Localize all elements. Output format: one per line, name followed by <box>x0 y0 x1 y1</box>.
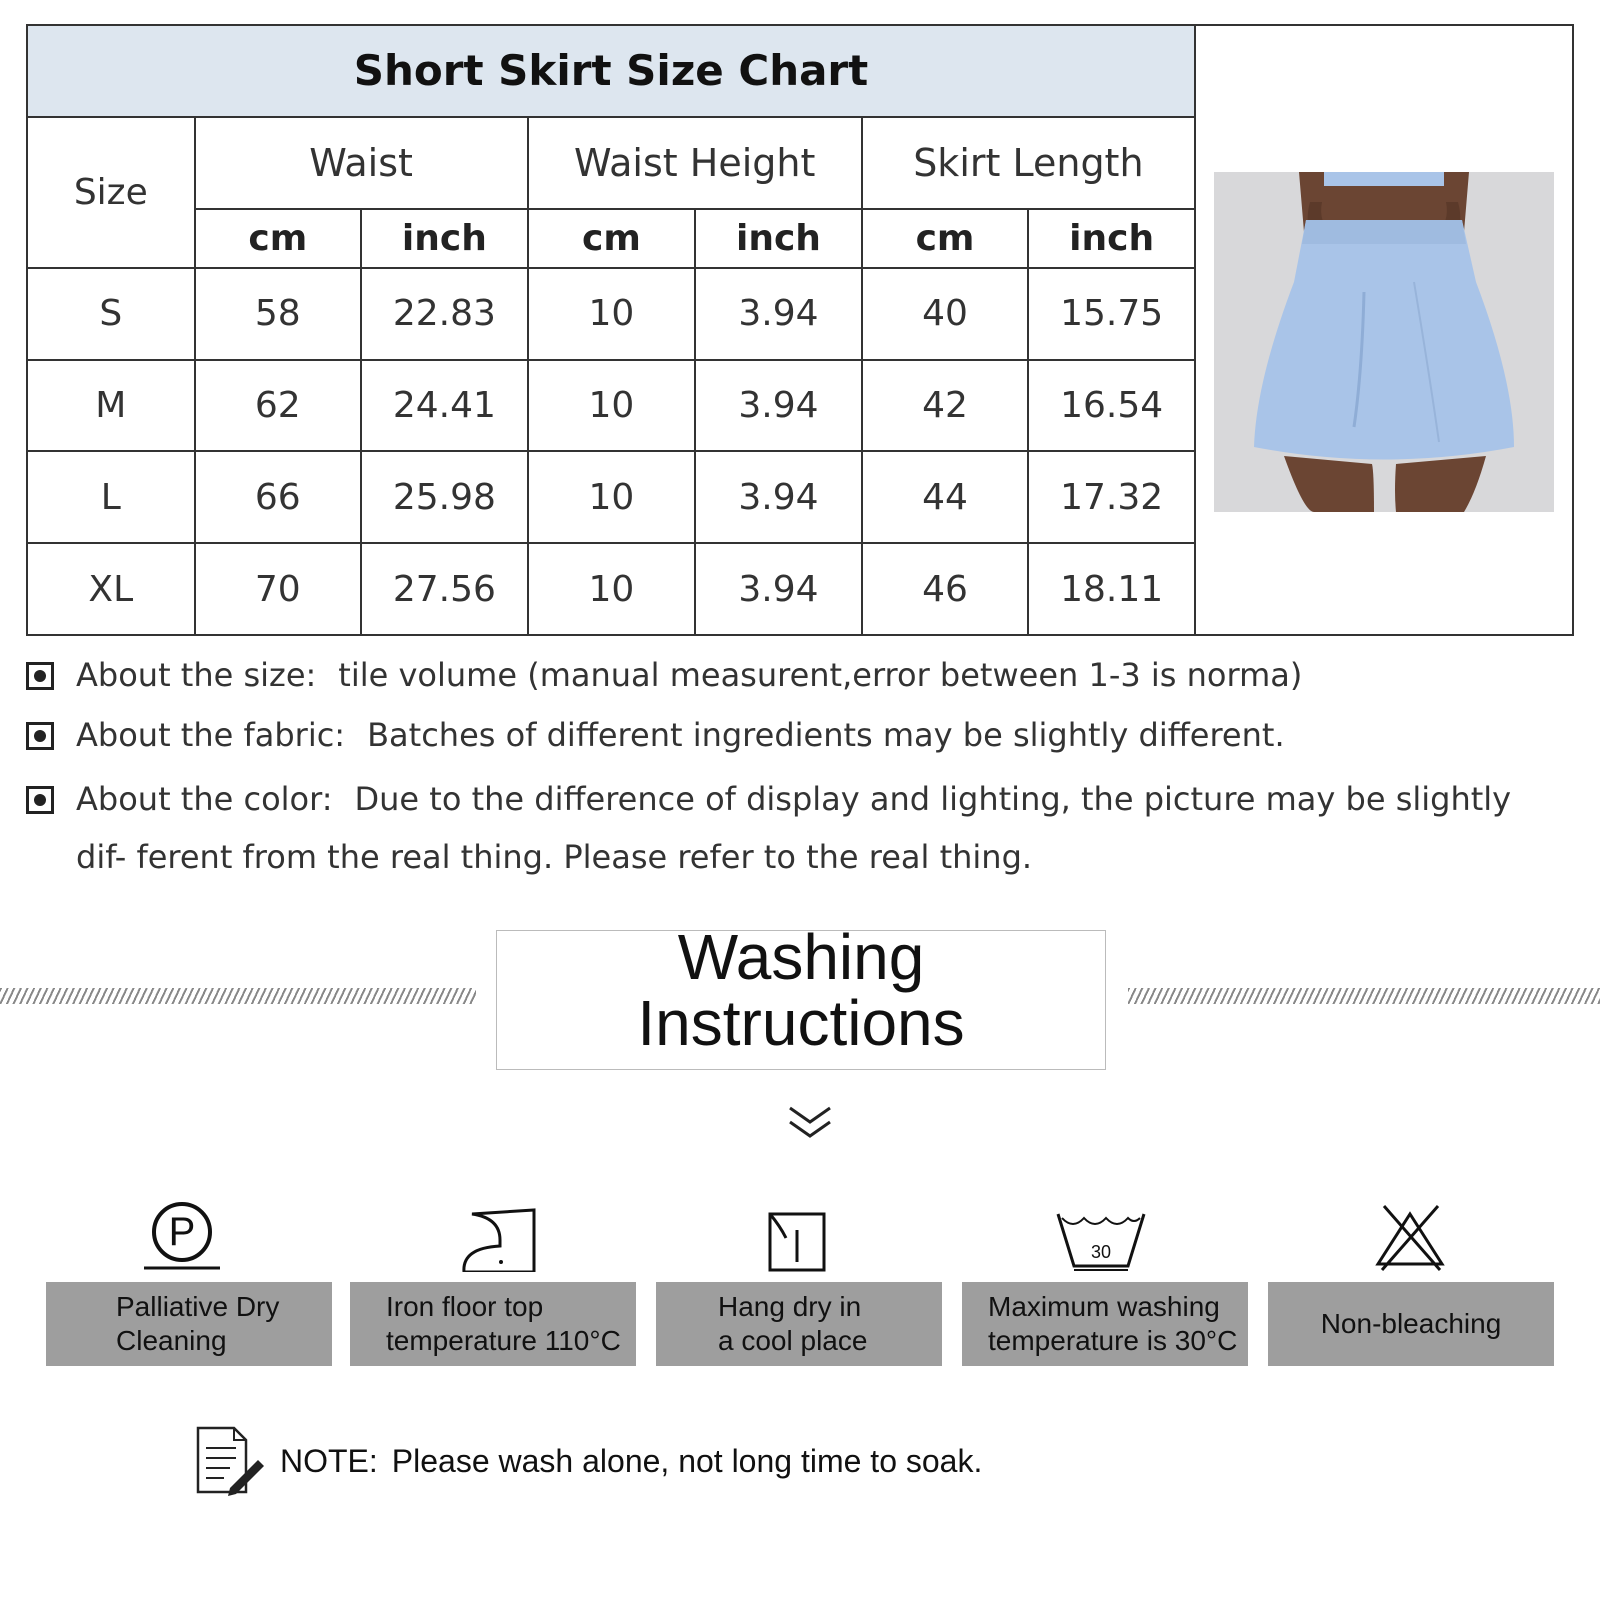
hang-dry-icon <box>656 1190 942 1272</box>
table-cell: 10 <box>528 543 696 634</box>
care-label: Maximum washing temperature is 30°C <box>962 1282 1248 1366</box>
unit-header: cm <box>195 209 362 268</box>
table-cell: 66 <box>195 451 362 543</box>
note-size <box>26 658 1536 704</box>
table-cell: 24.41 <box>361 360 528 452</box>
skirt-illustration <box>1214 172 1554 512</box>
washing-title-line1: Washing <box>677 921 925 993</box>
hatch-divider-right <box>1128 988 1600 1004</box>
table-cell: 58 <box>195 268 362 360</box>
document-pen-icon <box>194 1426 266 1496</box>
note-label: About the fabric: <box>76 716 346 754</box>
note-body: Batches of different ingredients may be slightly different. <box>367 716 1285 754</box>
note-text: Please wash alone, not long time to soak. <box>391 1442 983 1479</box>
table-row <box>28 268 1195 360</box>
table-cell: 3.94 <box>695 360 862 452</box>
bottom-note <box>194 1426 982 1496</box>
table-cell: 16.54 <box>1028 360 1195 452</box>
size-cell: L <box>28 451 195 543</box>
size-cell: M <box>28 360 195 452</box>
table-cell: 10 <box>528 268 696 360</box>
table-cell: 15.75 <box>1028 268 1195 360</box>
bullet-icon <box>26 722 54 750</box>
table-row <box>28 543 1195 634</box>
note-label: NOTE: <box>280 1442 378 1479</box>
wash-tub-icon <box>962 1190 1248 1272</box>
dry-clean-p-icon <box>46 1190 332 1272</box>
note-fabric <box>26 718 1536 764</box>
care-label: Iron floor top temperature 110°C <box>350 1282 636 1366</box>
size-column-header: Size <box>28 117 195 268</box>
unit-header: cm <box>528 209 696 268</box>
unit-header: inch <box>361 209 528 268</box>
bullet-icon <box>26 786 54 814</box>
note-label: About the color: <box>76 780 333 818</box>
note-label: About the size: <box>76 656 317 694</box>
note-body: tile volume (manual measurent,error between 1-3 is norma) <box>338 656 1303 694</box>
size-cell: XL <box>28 543 195 634</box>
unit-header: cm <box>862 209 1029 268</box>
care-label: Non-bleaching <box>1268 1282 1554 1366</box>
table-cell: 10 <box>528 451 696 543</box>
table-cell: 17.32 <box>1028 451 1195 543</box>
waist-header: Waist <box>195 117 528 209</box>
double-chevron-down-icon <box>786 1104 834 1144</box>
unit-header: inch <box>695 209 862 268</box>
care-label: Palliative Dry Cleaning <box>46 1282 332 1366</box>
iron-icon <box>350 1190 636 1272</box>
washing-title <box>496 921 1106 1059</box>
table-cell: 3.94 <box>695 268 862 360</box>
table-cell: 3.94 <box>695 543 862 634</box>
hatch-divider-left <box>0 988 476 1004</box>
svg-text:P: P <box>168 1210 196 1254</box>
note-color <box>26 782 1536 886</box>
bullet-icon <box>26 662 54 690</box>
size-cell: S <box>28 268 195 360</box>
table-cell: 42 <box>862 360 1029 452</box>
table-cell: 62 <box>195 360 362 452</box>
table-cell: 70 <box>195 543 362 634</box>
size-table <box>28 26 1196 634</box>
table-cell: 3.94 <box>695 451 862 543</box>
chart-title: Short Skirt Size Chart <box>28 26 1195 117</box>
wash-temp-text: 30 <box>1090 1242 1112 1262</box>
table-cell: 25.98 <box>361 451 528 543</box>
table-cell: 18.11 <box>1028 543 1195 634</box>
photo-panel <box>1196 26 1572 634</box>
table-row <box>28 360 1195 452</box>
size-chart <box>26 24 1574 636</box>
table-row <box>28 451 1195 543</box>
unit-header: inch <box>1028 209 1195 268</box>
note-body: Due to the difference of display and lighting, the picture may be slightly dif- ferent from the real thing. Please refer to the real thing. <box>76 780 1512 876</box>
skirt-length-header: Skirt Length <box>862 117 1195 209</box>
table-cell: 40 <box>862 268 1029 360</box>
table-cell: 46 <box>862 543 1029 634</box>
no-bleach-icon <box>1268 1190 1554 1272</box>
washing-title-line2: Instructions <box>637 987 965 1059</box>
table-cell: 22.83 <box>361 268 528 360</box>
waist-height-header: Waist Height <box>528 117 862 209</box>
table-cell: 44 <box>862 451 1029 543</box>
table-cell: 27.56 <box>361 543 528 634</box>
skirt-product-photo <box>1214 172 1554 512</box>
table-cell: 10 <box>528 360 696 452</box>
care-label: Hang dry in a cool place <box>656 1282 942 1366</box>
